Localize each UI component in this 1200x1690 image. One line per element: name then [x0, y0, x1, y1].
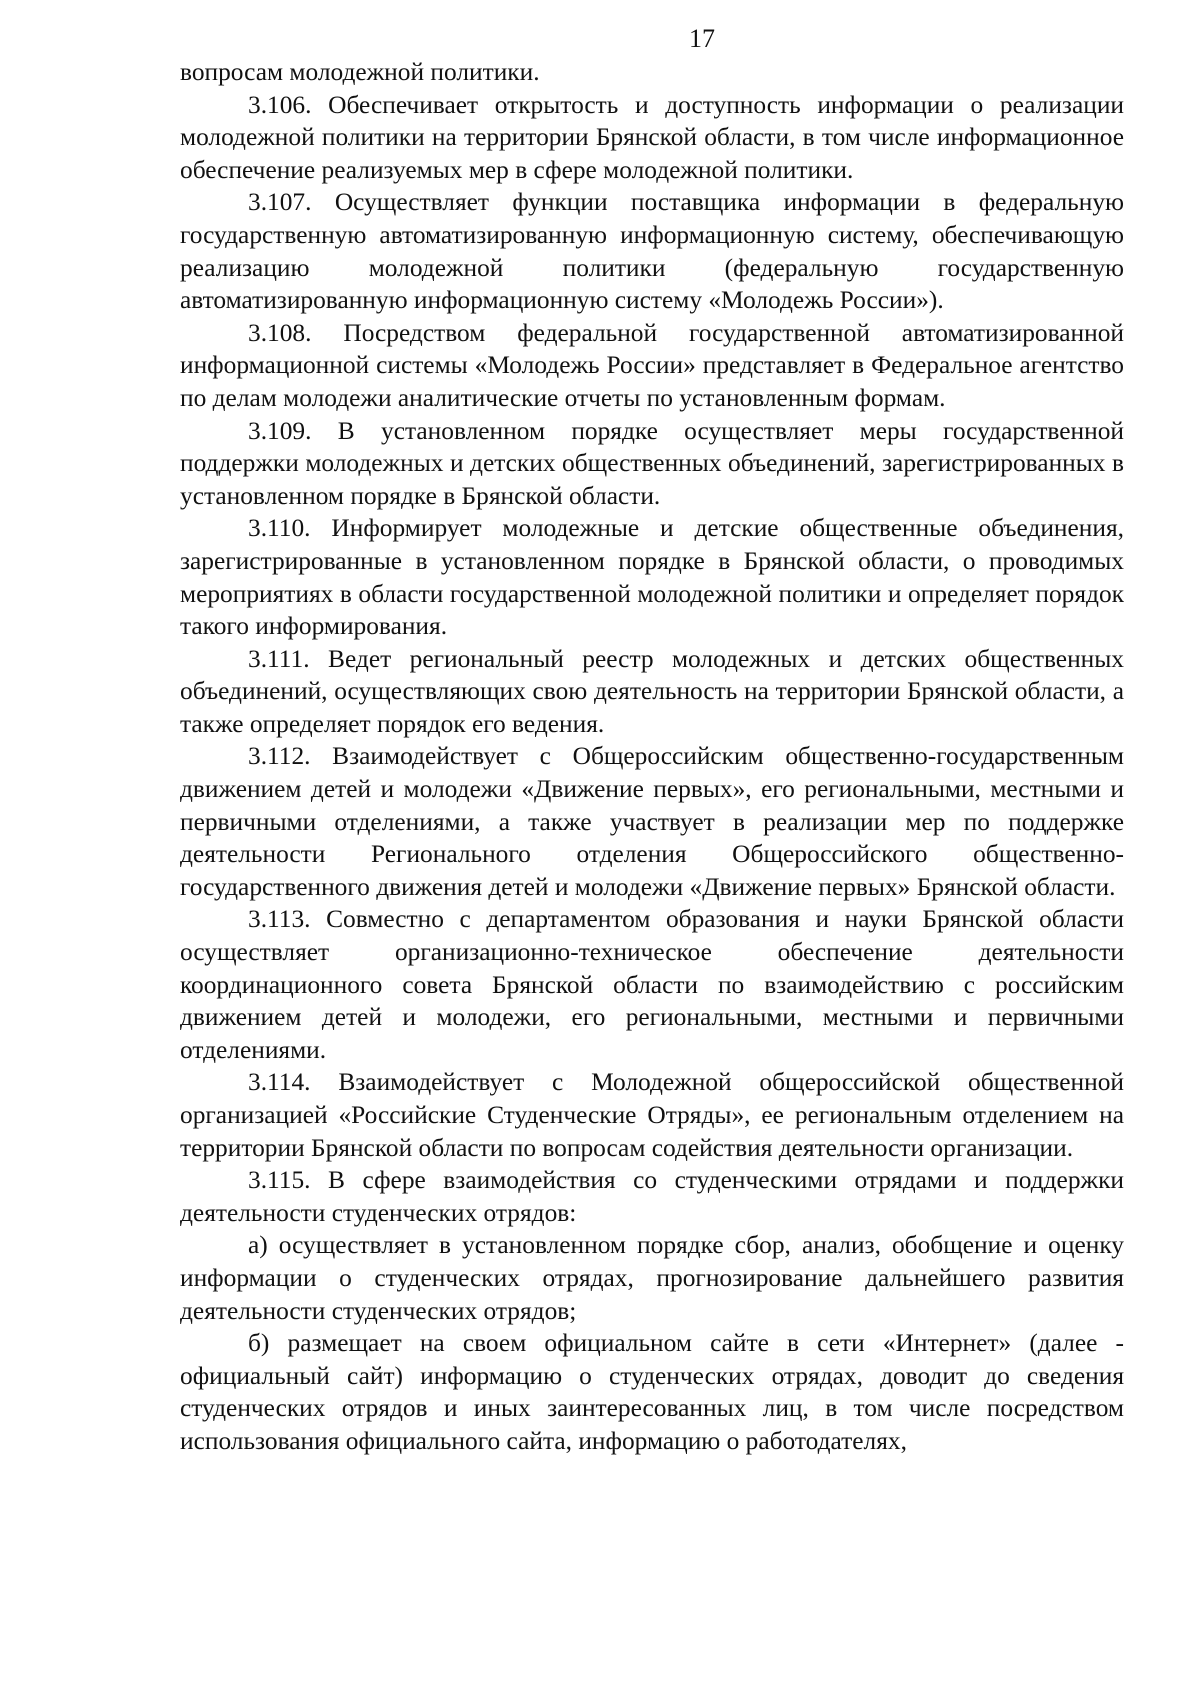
page-number: 17	[689, 24, 715, 53]
paragraph-3-115-b: б) размещает на своем официальном сайте в сети «Интернет» (далее - официальный сайт) информацию о студенческих отрядах, доводит до сведения студенческих отрядов и иных заинтересованных лиц, в том числе посредством использования официального сайта, информацию о работодателях,	[180, 1329, 1124, 1455]
paragraph-continuation: вопросам молодежной политики.	[180, 58, 540, 86]
document-body	[180, 56, 1124, 1458]
paragraph-3-115-a: а) осуществляет в установленном порядке сбор, анализ, обобщение и оценку информации о студенческих отрядах, прогнозирование дальнейшего развития деятельности студенческих отрядов;	[180, 1231, 1124, 1325]
paragraph-3-115: 3.115. В сфере взаимодействия со студенческими отрядами и поддержки деятельности студенческих отрядов:	[180, 1166, 1124, 1227]
paragraph-3-112: 3.112. Взаимодействует с Общероссийским общественно-государственным движением детей и молодежи «Движение первых», его региональными, местными и первичными отделениями, а также участвует в реализации мер по поддержке деятельности Регионального отделения Общероссийского общественно-государственного движения детей и молодежи «Движение первых» Брянской области.	[180, 742, 1124, 901]
paragraph-3-106: 3.106. Обеспечивает открытость и доступность информации о реализации молодежной политики на территории Брянской области, в том числе информационное обеспечение реализуемых мер в сфере молодежной политики.	[180, 90, 1124, 184]
paragraph-3-111: 3.111. Ведет региональный реестр молодежных и детских общественных объединений, осуществляющих свою деятельность на территории Брянской области, а также определяет порядок его ведения.	[180, 644, 1124, 738]
paragraph-3-109: 3.109. В установленном порядке осуществляет меры государственной поддержки молодежных и детских общественных объединений, зарегистрированных в установленном порядке в Брянской области.	[180, 416, 1124, 510]
paragraph-3-114: 3.114. Взаимодействует с Молодежной общероссийской общественной организацией «Российские Студенческие Отряды», ее региональным отделением на территории Брянской области по вопросам содействия деятельности организации.	[180, 1068, 1124, 1162]
paragraph-3-110: 3.110. Информирует молодежные и детские общественные объединения, зарегистрированные в установленном порядке в Брянской области, о проводимых мероприятиях в области государственной молодежной политики и определяет порядок такого информирования.	[180, 514, 1124, 641]
paragraph-3-108: 3.108. Посредством федеральной государственной автоматизированной информационной системы «Молодежь России» представляет в Федеральное агентство по делам молодежи аналитические отчеты по установленным формам.	[180, 318, 1124, 412]
paragraph-3-107: 3.107. Осуществляет функции поставщика информации в федеральную государственную автоматизированную информационную систему, обеспечивающую реализацию молодежной политики (федеральную государственную автоматизированную информационную систему «Молодежь России»).	[180, 188, 1124, 315]
paragraph-3-113: 3.113. Совместно с департаментом образования и науки Брянской области осуществляет организационно-техническое обеспечение деятельности координационного совета Брянской области по взаимодействию с российским движением детей и молодежи, его региональными, местными и первичными отделениями.	[180, 905, 1124, 1064]
